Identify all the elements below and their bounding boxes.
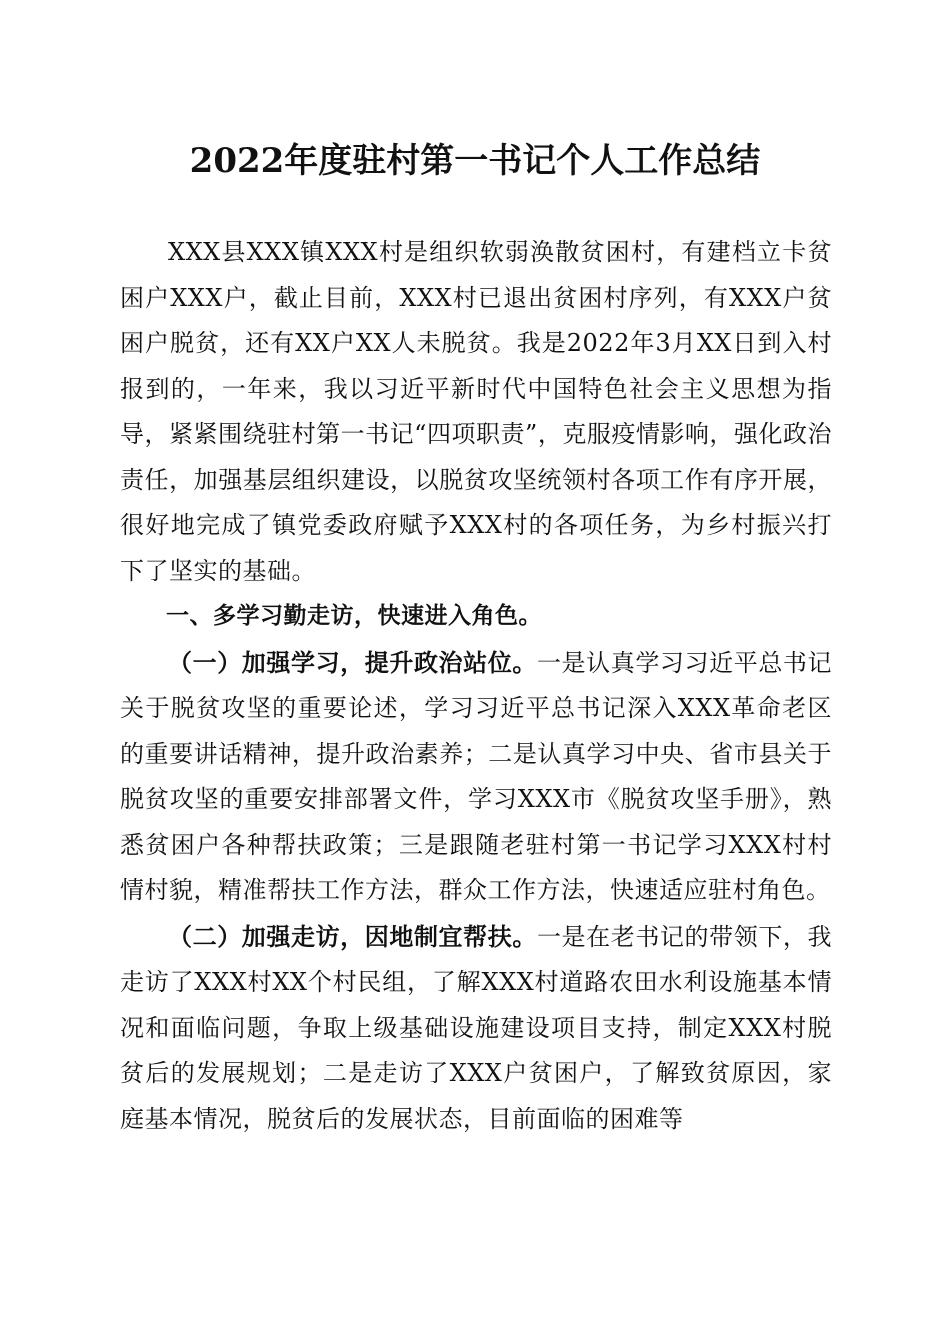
item-lead: （二）加强走访，因地制宜帮扶。 (168, 921, 537, 951)
section-heading: 一、多学习勤走访，快速进入角色。 (166, 603, 542, 629)
item-paragraph (120, 914, 832, 1143)
item-lead: （一）加强学习，提升政治站位。 (168, 647, 537, 677)
document-body (120, 230, 832, 1142)
intro-paragraph: XXX县XXX镇XXX村是组织软弱涣散贫困村，有建档立卡贫困户XXX户，截止目前，XXX村已退出贫困村序列，有XXX户贫困户脱贫，还有XX户XX人未脱贫。我是2022年3月XX日到入村报到的，一年来，我以习近平新时代中国特色社会主义思想为指导，紧紧围绕驻村第一书记“四项职责”，克服疫情影响，强化政治责任，加强基层组织建设，以脱贫攻坚统领村各项工作有序开展，很好地完成了镇党委政府赋予XXX村的各项任务，为乡村振兴打下了坚实的基础。 (120, 238, 832, 585)
document-title: 2022年度驻村第一书记个人工作总结 (189, 141, 761, 181)
item-text: 一是在老书记的带领下，我走访了XXX村XX个村民组，了解XXX村道路农田水利设施基本情况和面临问题，争取上级基础设施建设项目支持，制定XXX村脱贫后的发展规划；二是走访了XXX户贫困户，了解致贫原因，家庭基本情况，脱贫后的发展状态，目前面临的困难等 (120, 922, 833, 1133)
item-paragraph (120, 640, 832, 914)
item-text: 一是认真学习习近平总书记关于脱贫攻坚的重要论述，学习习近平总书记深入XXX革命老区的重要讲话精神，提升政治素养；二是认真学习中央、省市县关于脱贫攻坚的重要安排部署文件，学习XXX市《脱贫攻坚手册》，熟悉贫困户各种帮扶政策；三是跟随老驻村第一书记学习XXX村村情村貌，精准帮扶工作方法，群众工作方法，快速适应驻村角色。 (120, 648, 833, 904)
